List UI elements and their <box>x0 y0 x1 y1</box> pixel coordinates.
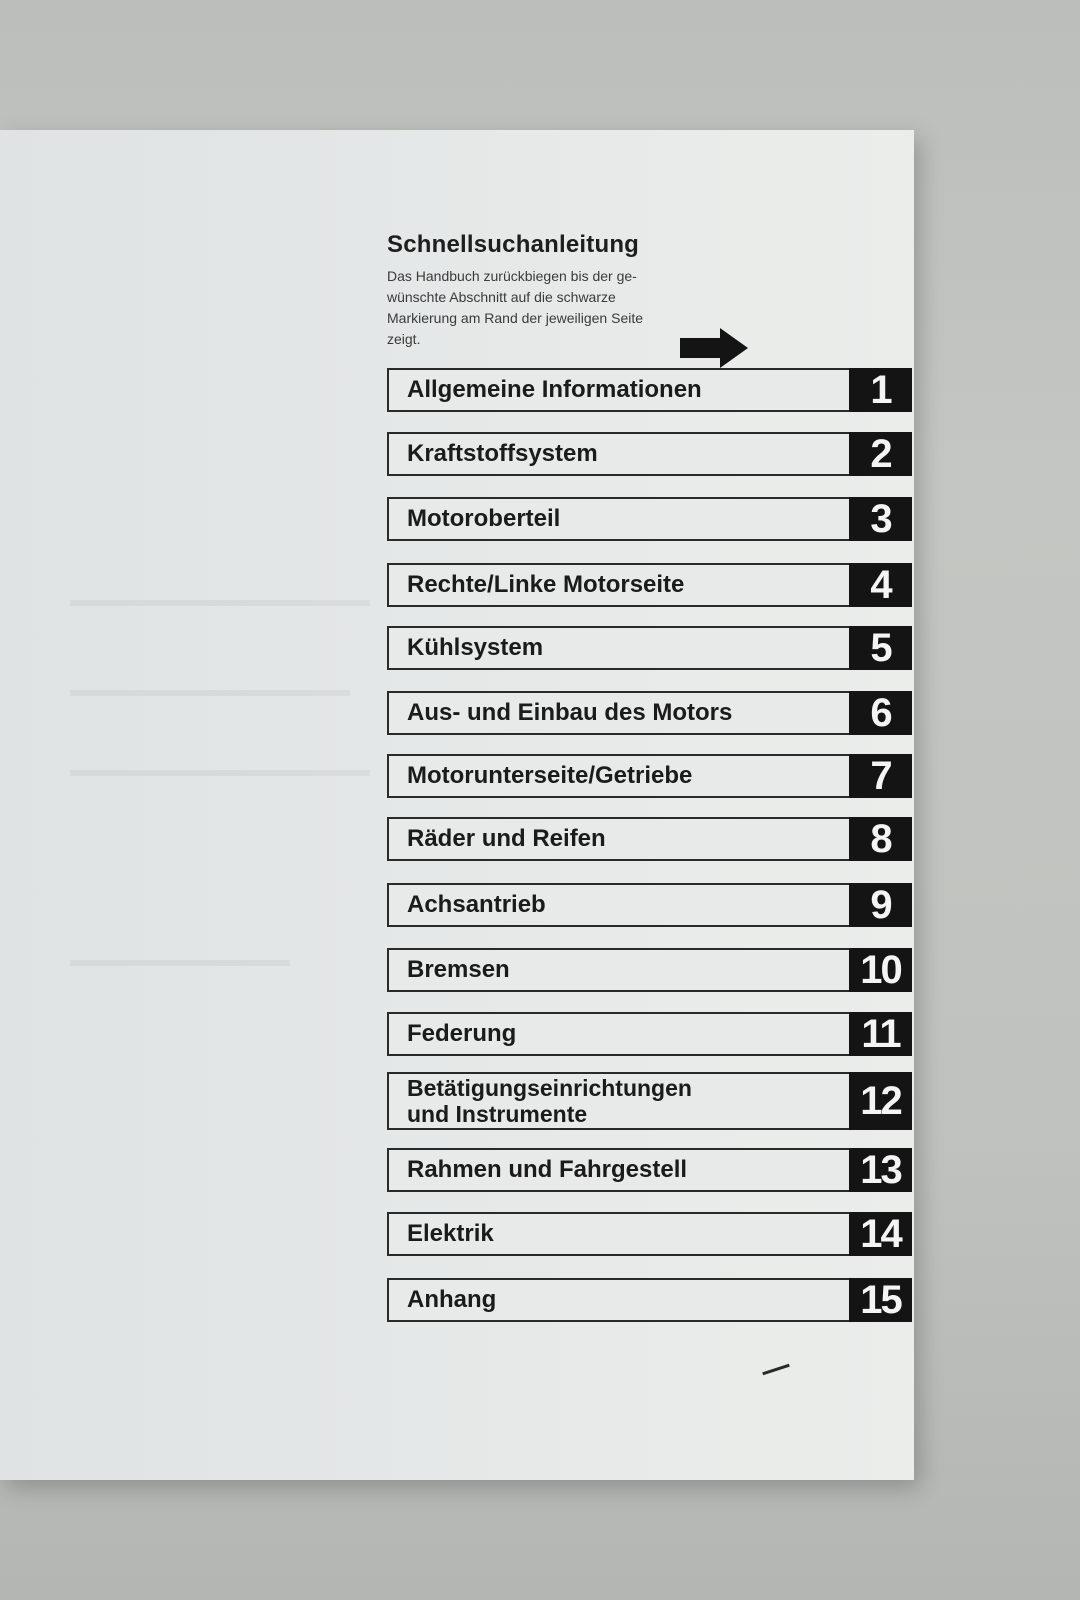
show-through-line <box>70 600 370 606</box>
section-number-marker: 15 <box>849 1278 912 1322</box>
manual-page <box>0 130 914 1480</box>
section-label: Kühlsystem <box>387 626 849 670</box>
section-tab-5[interactable] <box>387 626 912 670</box>
section-label: Federung <box>387 1012 849 1056</box>
section-label: Kraftstoffsystem <box>387 432 849 476</box>
show-through-line <box>70 770 370 776</box>
section-tab-15[interactable] <box>387 1278 912 1322</box>
section-number-marker: 4 <box>849 563 912 607</box>
section-number-marker: 12 <box>849 1072 912 1130</box>
section-tab-8[interactable] <box>387 817 912 861</box>
section-tab-9[interactable] <box>387 883 912 927</box>
section-number-marker: 3 <box>849 497 912 541</box>
section-label: Räder und Reifen <box>387 817 849 861</box>
section-number-marker: 9 <box>849 883 912 927</box>
section-tab-10[interactable] <box>387 948 912 992</box>
section-tab-2[interactable] <box>387 432 912 476</box>
page-title: Schnellsuchanleitung <box>387 231 640 258</box>
section-label: Rechte/Linke Motorseite <box>387 563 849 607</box>
pen-mark <box>762 1364 790 1376</box>
section-number-marker: 8 <box>849 817 912 861</box>
section-number-marker: 6 <box>849 691 912 735</box>
section-label: Elektrik <box>387 1212 849 1256</box>
section-number-marker: 14 <box>849 1212 912 1256</box>
section-label: Allgemeine Informationen <box>387 368 849 412</box>
section-label: Bremsen <box>387 948 849 992</box>
section-number-marker: 13 <box>849 1148 912 1192</box>
section-label: Rahmen und Fahrgestell <box>387 1148 849 1192</box>
section-number-marker: 5 <box>849 626 912 670</box>
section-label: Betätigungseinrichtungen und Instrumente <box>387 1072 849 1130</box>
section-tab-14[interactable] <box>387 1212 912 1256</box>
section-number-marker: 11 <box>849 1012 912 1056</box>
section-label: Aus- und Einbau des Motors <box>387 691 849 735</box>
section-tab-6[interactable] <box>387 691 912 735</box>
section-number-marker: 7 <box>849 754 912 798</box>
section-tab-13[interactable] <box>387 1148 912 1192</box>
section-tab-1[interactable] <box>387 368 912 412</box>
section-number-marker: 10 <box>849 948 912 992</box>
section-label: Anhang <box>387 1278 849 1322</box>
section-label: Achsantrieb <box>387 883 849 927</box>
section-number-marker: 1 <box>849 368 912 412</box>
arrow-right-icon <box>680 328 748 368</box>
section-tab-7[interactable] <box>387 754 912 798</box>
section-tab-3[interactable] <box>387 497 912 541</box>
section-number-marker: 2 <box>849 432 912 476</box>
show-through-line <box>70 690 350 696</box>
section-tab-4[interactable] <box>387 563 912 607</box>
section-tab-11[interactable] <box>387 1012 912 1056</box>
section-label: Motoroberteil <box>387 497 849 541</box>
instructions-text: Das Handbuch zurückbiegen bis der ge- wünschte Abschnitt auf die schwarze Markierung am Rand der jeweiligen Seite zeigt. <box>387 268 644 347</box>
section-tab-12[interactable] <box>387 1072 912 1130</box>
section-label: Motorunterseite/Getriebe <box>387 754 849 798</box>
show-through-line <box>70 960 290 966</box>
